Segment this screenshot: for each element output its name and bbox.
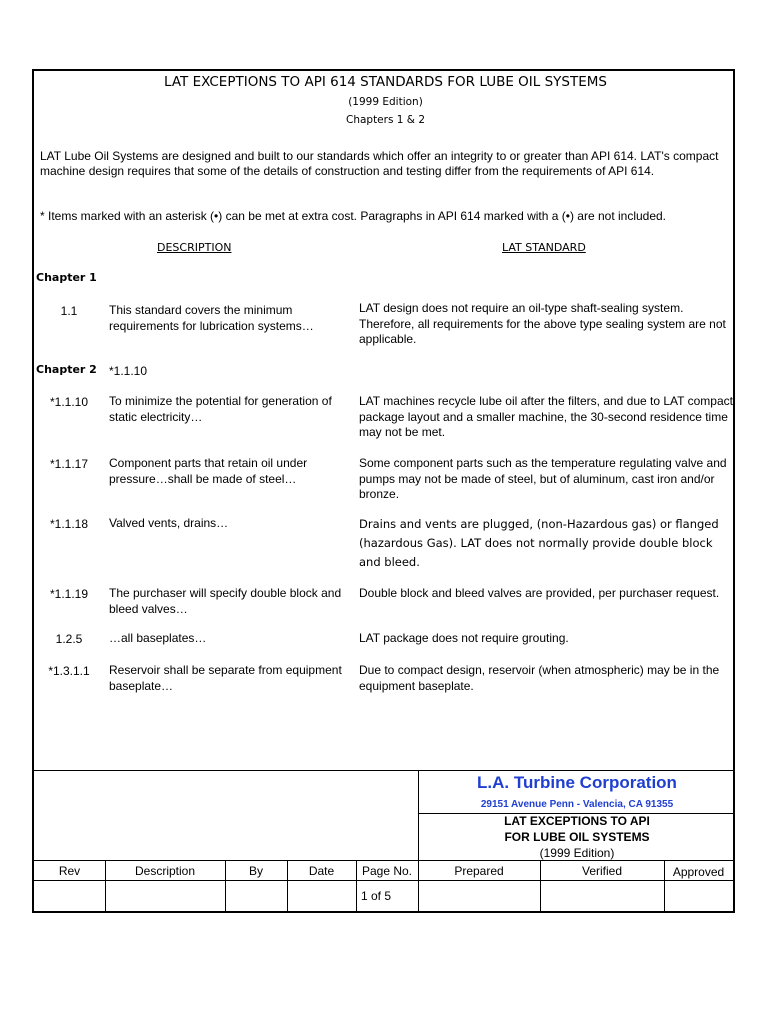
company-name: L.A. Turbine Corporation bbox=[477, 773, 677, 792]
row-number: *1.1.18 bbox=[49, 517, 89, 531]
description-header: Description bbox=[134, 864, 196, 878]
chapter-1-label: Chapter 1 bbox=[36, 271, 97, 284]
row-number: *1.1.17 bbox=[49, 457, 89, 471]
row-description: This standard covers the minimum requirements for lubrication systems… bbox=[109, 303, 314, 333]
row-description: The purchaser will specify double block and bleed valves… bbox=[109, 586, 342, 616]
document-edition-block: (1999 Edition) bbox=[539, 846, 615, 860]
verified-header: Verified bbox=[581, 864, 623, 878]
page-number-value: 1 of 5 bbox=[361, 889, 392, 903]
row-lat-standard: LAT machines recycle lube oil after the filters, and due to LAT compact package layout and a smaller machine, the 30-second residence time may not be met. bbox=[359, 394, 733, 439]
row-lat-standard: Due to compact design, reservoir (when atmospheric) may be in the equipment baseplate. bbox=[359, 663, 720, 693]
company-address: 29151 Avenue Penn - Valencia, CA 91355 bbox=[480, 799, 674, 810]
row-description: Reservoir shall be separate from equipment baseplate… bbox=[109, 663, 342, 693]
row-number: 1.2.5 bbox=[55, 632, 83, 646]
description-column-header: DESCRIPTION bbox=[157, 241, 232, 254]
approved-header: Approved bbox=[672, 865, 725, 879]
asterisk-note: * Items marked with an asterisk (•) can be met at extra cost. Paragraphs in API 614 marked with a (•) are not included. bbox=[40, 209, 667, 223]
document-edition: (1999 Edition) bbox=[348, 96, 423, 108]
row-lat-standard: LAT design does not require an oil-type shaft-sealing system. Therefore, all requirements for the above type sealing system are not applicable. bbox=[359, 301, 726, 346]
document-title: LAT EXCEPTIONS TO API 614 STANDARDS FOR LUBE OIL SYSTEMS bbox=[164, 74, 607, 90]
row-description: …all baseplates… bbox=[109, 631, 207, 645]
row-number: *1.1.19 bbox=[49, 587, 89, 601]
row-number: *1.3.1.1 bbox=[48, 664, 90, 678]
row-lat-standard: LAT package does not require grouting. bbox=[359, 631, 569, 645]
intro-paragraph: LAT Lube Oil Systems are designed and built to our standards which offer an integrity to or greater than API 614. LAT's compact machine design requires that some of the details of construction and testing differ from the requirements of API 614. bbox=[40, 149, 719, 178]
prepared-header: Prepared bbox=[454, 864, 504, 878]
document-title-line-1: LAT EXCEPTIONS TO API bbox=[504, 814, 650, 828]
chapter-2-label: Chapter 2 bbox=[36, 363, 97, 376]
by-header: By bbox=[248, 864, 263, 878]
row-description: To minimize the potential for generation of static electricity… bbox=[109, 394, 332, 424]
title-block-top-line bbox=[34, 770, 733, 771]
row-number: 1.1 bbox=[60, 304, 78, 318]
date-header: Date bbox=[308, 864, 335, 878]
chapter-2-reference: *1.1.10 bbox=[109, 364, 148, 378]
document-frame bbox=[32, 69, 735, 913]
title-block-header-bottom-line bbox=[34, 880, 733, 881]
page-no-header: Page No. bbox=[361, 864, 413, 878]
row-description: Component parts that retain oil under pressure…shall be made of steel… bbox=[109, 456, 308, 486]
rev-header: Rev bbox=[58, 864, 81, 878]
row-description: Valved vents, drains… bbox=[109, 516, 229, 530]
title-block-header-top-line bbox=[34, 860, 733, 861]
document-title-line-2: FOR LUBE OIL SYSTEMS bbox=[504, 830, 650, 844]
lat-standard-column-header: LAT STANDARD bbox=[502, 241, 586, 254]
row-number: *1.1.10 bbox=[49, 395, 89, 409]
row-lat-standard: Double block and bleed valves are provided, per purchaser request. bbox=[359, 586, 720, 600]
row-lat-standard: Drains and vents are plugged, (non-Hazardous gas) or flanged (hazardous Gas). LAT does not normally provide double block and bleed. bbox=[359, 517, 719, 569]
row-lat-standard: Some component parts such as the temperature regulating valve and pumps may not be made of steel, but of aluminum, cast iron and/or bronze. bbox=[359, 456, 727, 501]
document-chapters: Chapters 1 & 2 bbox=[345, 114, 425, 126]
